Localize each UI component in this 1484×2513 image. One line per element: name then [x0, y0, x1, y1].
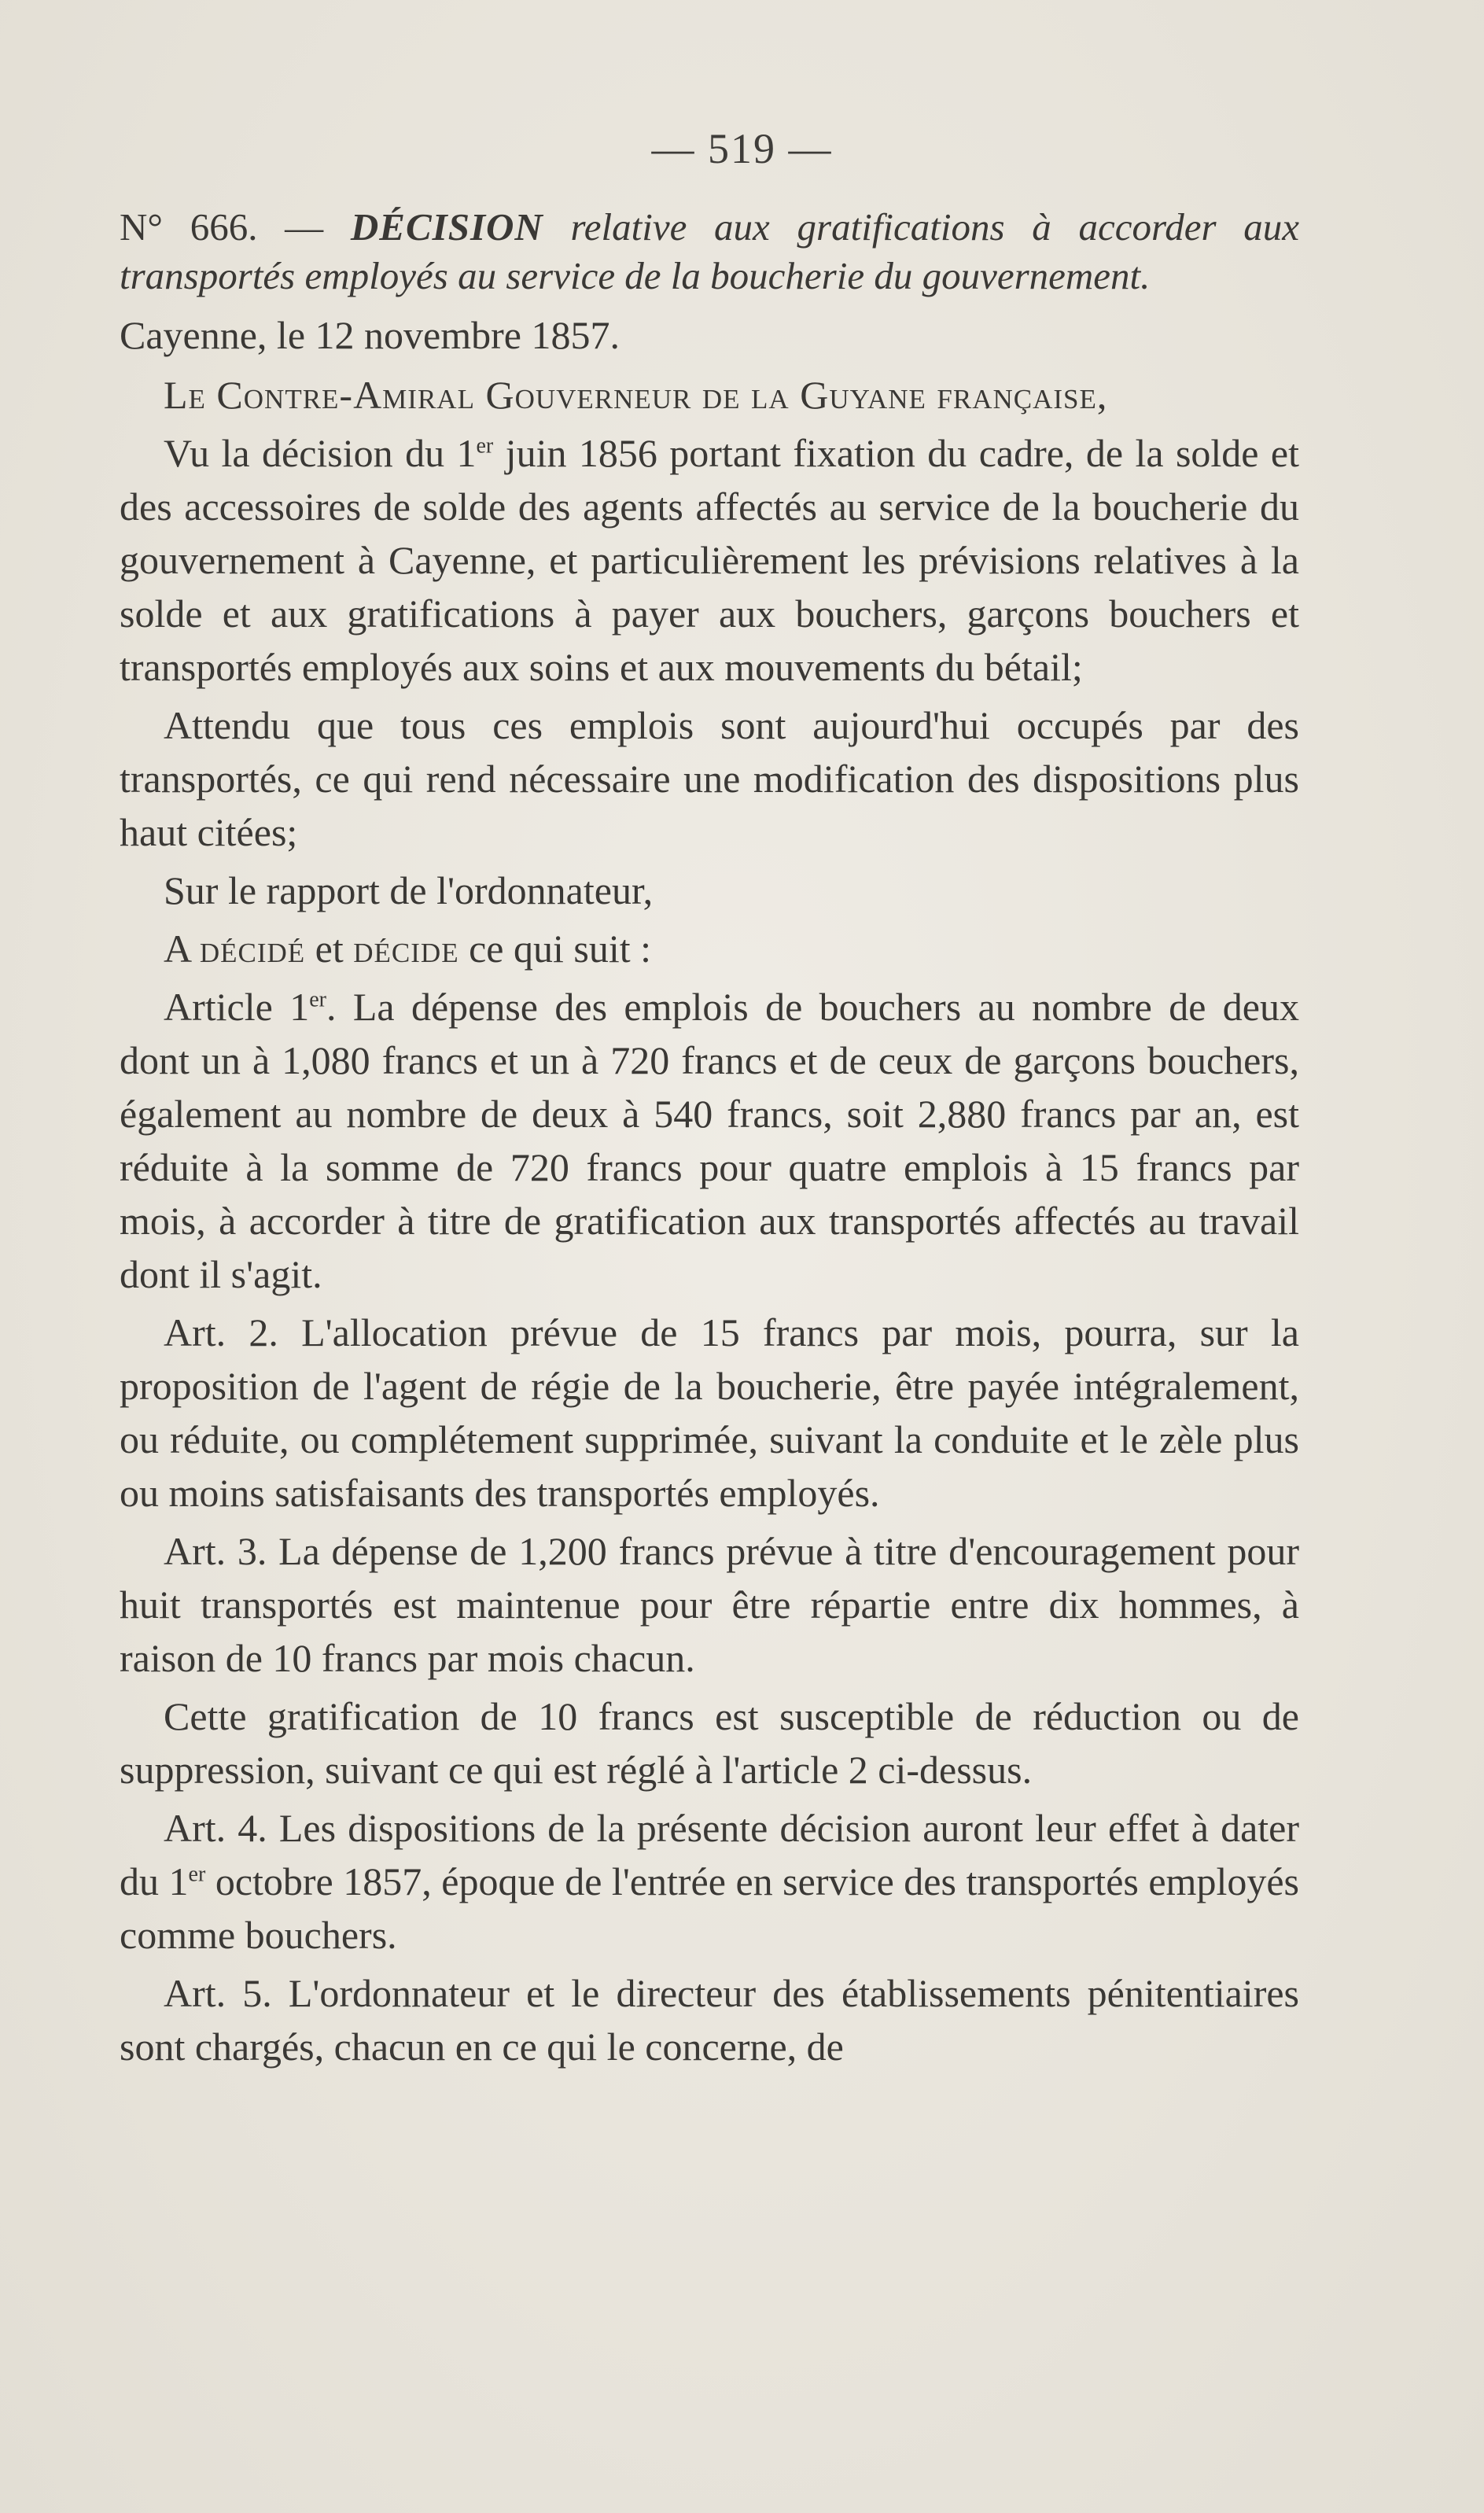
page-number: — 519 —: [651, 125, 833, 172]
article-4: [120, 1801, 1299, 1962]
article-1-superscript: er: [309, 987, 326, 1012]
article-4-superscript: er: [188, 1862, 206, 1887]
article-1: [120, 980, 1299, 1301]
decision-title: [120, 203, 1299, 300]
decide-word-1: décidé: [199, 927, 306, 971]
article-1-start: Article 1: [164, 985, 310, 1029]
document-body: [120, 203, 1299, 2073]
article-4-end: octobre 1857, époque de l'entrée en service des transportés employés comme bouchers.: [120, 1859, 1299, 1957]
vu-text-end: juin 1856 portant fixation du cadre, de la solde et des accessoires de solde des agents affectés au service de la boucherie du gouvernement à Cayenne, et particulièrement les prévisions relatives à la solde et aux gratifications à payer aux bouchers, garçons bouchers et transportés employés aux soins et aux mouvements du bétail;: [120, 431, 1299, 689]
paragraph-vu: [120, 426, 1299, 694]
article-5: Art. 5. L'ordonnateur et le directeur des établissements pénitentiaires sont chargés, chacun en ce qui le concerne, de: [120, 1971, 1299, 2069]
decide-word-2: décide: [353, 927, 459, 971]
decide-rest: ce qui suit :: [469, 927, 651, 971]
paragraph-attendu: Attendu que tous ces emplois sont aujourd'hui occupés par des transportés, ce qui rend nécessaire une modification des dispositions plus haut citées;: [120, 703, 1299, 854]
decision-number: N° 666. —: [120, 205, 324, 249]
paragraph-decide: [120, 922, 1299, 975]
article-2: Art. 2. L'allocation prévue de 15 francs par mois, pourra, sur la proposition de l'agent de régie de la boucherie, être payée intégralement, ou réduite, ou complétement supprimée, suivant la conduite et le zèle plus ou moins satisfaisants des transportés employés.: [120, 1310, 1299, 1515]
paragraph-gratification: Cette gratification de 10 francs est susceptible de réduction ou de suppression, suivant ce qui est réglé à l'article 2 ci-dessus.: [120, 1694, 1299, 1792]
decision-subject: relative aux gratifications à accorder aux transportés employés au service de la boucherie du gouvernement.: [120, 205, 1300, 297]
vu-superscript: er: [476, 433, 494, 459]
article-3: Art. 3. La dépense de 1,200 francs prévue à titre d'encouragement pour huit transportés est maintenue pour être répartie entre dix hommes, à raison de 10 francs par mois chacun.: [120, 1529, 1299, 1680]
article-1-end: . La dépense des emplois de bouchers au nombre de deux dont un à 1,080 francs et un à 720 francs et de ceux de garçons bouchers, également au nombre de deux à 540 francs, soit 2,880 francs par an, est réduite à la somme de 720 francs pour quatre emplois à 15 francs par mois, à accorder à titre de gratification aux transportés affectés au travail dont il s'agit.: [120, 985, 1299, 1296]
place-date: Cayenne, le 12 novembre 1857.: [120, 313, 620, 357]
paragraph-rapport: Sur le rapport de l'ordonnateur,: [164, 868, 654, 912]
vu-text-start: Vu la décision du 1: [164, 431, 477, 475]
decision-heading: DÉCISION: [350, 205, 543, 249]
decide-et: et: [315, 927, 344, 971]
preamble: Le Contre-Amiral Gouverneur de la Guyane française,: [164, 373, 1108, 417]
decide-a: A: [164, 927, 190, 971]
article-4-start: Art. 4. Les dispositions de la présente décision auront leur effet à dater du 1: [120, 1806, 1299, 1903]
